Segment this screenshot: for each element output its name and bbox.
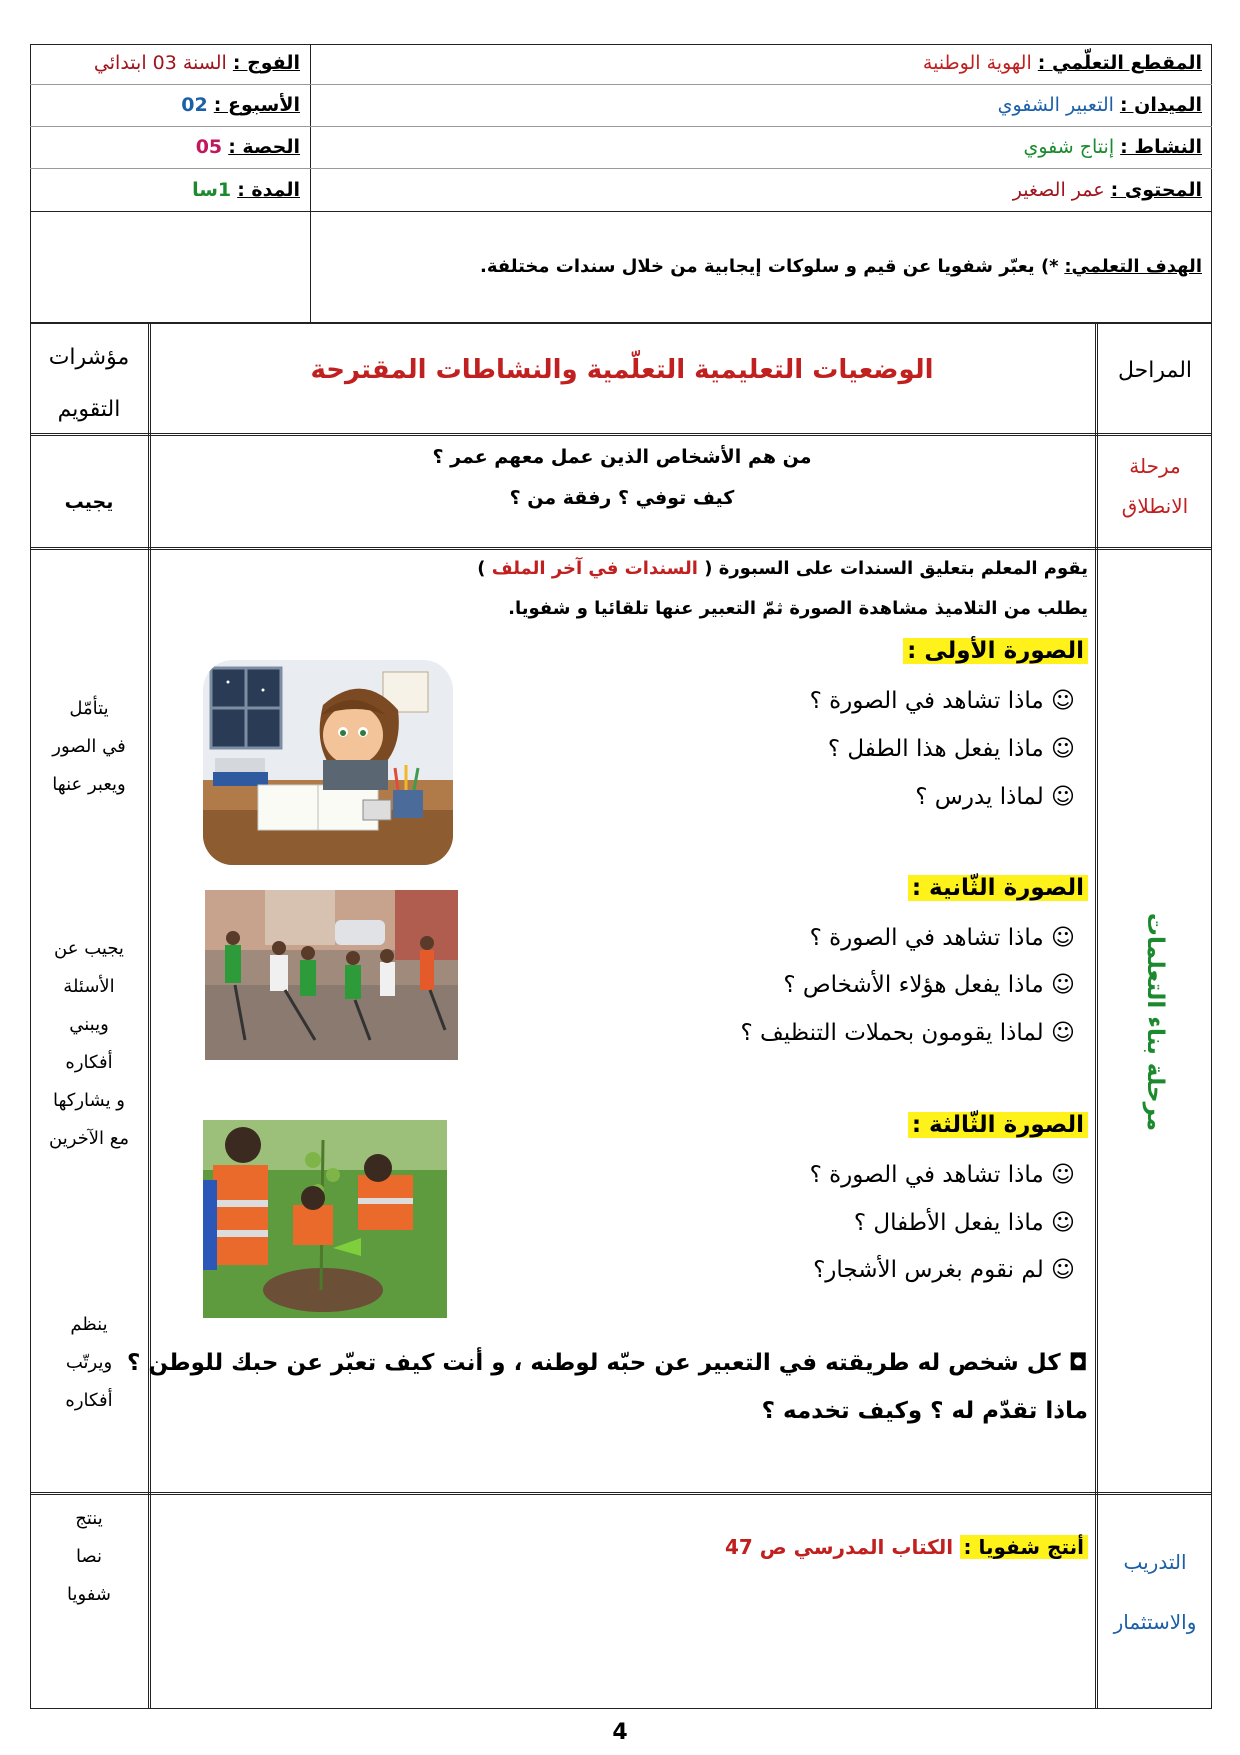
build-indicator-3 — [32, 1306, 146, 1420]
practice-stage — [1100, 1532, 1210, 1652]
pic2-q3-text: لماذا يقومون بحملات التنظيف ؟ — [740, 1020, 1044, 1046]
session-row — [196, 136, 300, 158]
smiley-icon: ☺ — [1051, 1020, 1075, 1046]
launch-indicator: يجيب — [64, 491, 114, 513]
build-intro1 — [477, 558, 1088, 579]
activity-label: النشاط : — [1120, 136, 1202, 158]
objective-row — [480, 256, 1202, 277]
domain-value: التعبير الشفوي — [997, 94, 1114, 116]
practice-text: الكتاب المدرسي ص 47 — [724, 1535, 954, 1559]
smiley-icon: ☺ — [1051, 972, 1075, 998]
final-q1 — [127, 1350, 1088, 1376]
pic1-title — [903, 638, 1088, 664]
build-indicator-2 — [32, 930, 146, 1158]
launch-stage-line2: الانطلاق — [1121, 494, 1189, 518]
launch-q1: من هم الأشخاص الذين عمل معهم عمر ؟ — [432, 446, 812, 468]
row-divider — [30, 433, 1212, 436]
segment-label: المقطع التعلّمي : — [1037, 52, 1202, 74]
indicator-line: شفويا — [67, 1584, 111, 1605]
indicator-line: ينظم — [70, 1314, 108, 1335]
build-intro2: يطلب من التلاميذ مشاهدة الصورة ثمّ التعبير عنها تلقائيا و شفويا. — [508, 598, 1088, 619]
smiley-icon: ☺ — [1051, 1257, 1075, 1283]
smiley-icon: ☺ — [1051, 784, 1075, 810]
pic3-q3-text: لم نقوم بغرس الأشجار؟ — [813, 1257, 1044, 1283]
smiley-icon: ☺ — [1051, 925, 1075, 951]
pic2-title — [908, 875, 1088, 901]
row-line — [30, 126, 1212, 127]
practice-stage-line2: والاستثمار — [1113, 1610, 1197, 1634]
pic2-q3 — [740, 1020, 1075, 1046]
content-value: عمر الصغير — [1012, 179, 1105, 201]
indicator-line: في الصور — [52, 736, 126, 757]
tree-planting-image — [203, 1120, 447, 1318]
indicator-line: أفكاره — [65, 1390, 113, 1411]
pic3-q2-text: ماذا يفعل الأطفال ؟ — [853, 1210, 1044, 1236]
row-line — [30, 168, 1212, 169]
smiley-icon: ☺ — [1051, 736, 1075, 762]
week-value: 02 — [181, 94, 208, 116]
group-value: السنة 03 ابتدائي — [93, 52, 227, 74]
bullet-icon: ◘ — [1068, 1350, 1088, 1376]
practice-stage-line1: التدريب — [1123, 1550, 1187, 1574]
smiley-icon: ☺ — [1051, 1210, 1075, 1236]
indicator-line: يجيب عن — [54, 938, 124, 959]
indicators-header-line2: التقويم — [57, 397, 121, 422]
final-q1-text: كل شخص له طريقته في التعبير عن حبّه لوطنه ، و أنت كيف تعبّر عن حبك للوطن ؟ — [126, 1350, 1061, 1376]
row-divider — [30, 1492, 1212, 1495]
final-q2: ماذا تقدّم له ؟ وكيف تخدمه ؟ — [761, 1398, 1088, 1424]
segment-value: الهوية الوطنية — [922, 52, 1032, 74]
pic2-q2 — [783, 972, 1075, 998]
duration-value: 1سا — [192, 179, 232, 201]
pic2-q2-text: ماذا يفعل هؤلاء الأشخاص ؟ — [783, 972, 1044, 998]
session-label: الحصة : — [228, 136, 300, 158]
pic1-q1-text: ماذا تشاهد في الصورة ؟ — [809, 688, 1044, 714]
pic1-q3 — [915, 784, 1075, 810]
smiley-icon: ☺ — [1051, 688, 1075, 714]
domain-row — [998, 94, 1202, 116]
practice-indicator — [32, 1500, 146, 1614]
indicator-line: ويبني — [69, 1014, 109, 1035]
stages-header: المراحل — [1117, 358, 1193, 383]
activity-row — [1024, 136, 1203, 158]
segment-row — [923, 52, 1202, 74]
studying-child-image — [203, 660, 453, 865]
row-divider — [30, 547, 1212, 550]
objective-text: *) يعبّر شفويا عن قيم و سلوكات إيجابية من خلال سندات مختلفة. — [480, 256, 1059, 277]
indicator-line: ينتج — [75, 1508, 103, 1529]
pic2-q1-text: ماذا تشاهد في الصورة ؟ — [809, 925, 1044, 951]
duration-label: المدة : — [237, 179, 300, 201]
group-row — [94, 52, 300, 74]
practice-task — [725, 1535, 1088, 1559]
pic1-title-text: الصورة الأولى : — [903, 638, 1088, 664]
pic2-title-text: الصورة الثّانية : — [908, 875, 1088, 901]
duration-row — [192, 179, 300, 201]
indicator-line: ويرتّب — [65, 1352, 113, 1373]
indicator-line: ويعبر عنها — [52, 774, 126, 795]
group-label: الفوج : — [232, 52, 300, 74]
build-intro1-c: ) — [477, 558, 486, 579]
pic2-q1 — [810, 925, 1075, 951]
pic3-q1-text: ماذا تشاهد في الصورة ؟ — [809, 1162, 1044, 1188]
page-number: 4 — [612, 1720, 628, 1745]
launch-stage-line1: مرحلة — [1129, 454, 1181, 478]
week-row — [181, 94, 300, 116]
activity-value: إنتاج شفوي — [1023, 136, 1115, 158]
pic1-q2-text: ماذا يفعل هذا الطفل ؟ — [827, 736, 1044, 762]
build-stage — [1100, 552, 1210, 1490]
indicator-line: نصا — [75, 1546, 103, 1567]
session-value: 05 — [195, 136, 223, 158]
build-indicator-1 — [32, 690, 146, 804]
col-divider — [1095, 323, 1098, 1709]
content-label: المحتوى : — [1110, 179, 1202, 201]
launch-q2: كيف توفي ؟ رفقة من ؟ — [509, 487, 735, 509]
smiley-icon: ☺ — [1051, 1162, 1075, 1188]
objective-label: الهدف التعلمي: — [1064, 256, 1202, 277]
pic1-q1 — [810, 688, 1075, 714]
indicator-line: الأسئلة — [63, 976, 115, 997]
indicators-header-line1: مؤشرات — [48, 345, 130, 370]
col-divider — [148, 323, 151, 1709]
week-label: الأسبوع : — [213, 94, 300, 116]
indicator-line: يتأمّل — [69, 698, 109, 719]
build-intro1-a: يقوم المعلم بتعليق السندات على السبورة ( — [704, 558, 1088, 579]
indicators-header — [32, 332, 146, 436]
pic3-title — [908, 1112, 1088, 1138]
pic3-q3 — [813, 1257, 1075, 1283]
row-line — [30, 84, 1212, 85]
pic1-q2 — [828, 736, 1075, 762]
launch-stage — [1100, 446, 1210, 526]
row-line — [30, 211, 1212, 212]
table-title: الوضعيات التعليمية التعلّمية والنشاطات المقترحة — [310, 355, 934, 385]
pic3-q2 — [854, 1210, 1075, 1236]
content-row — [1013, 179, 1202, 201]
indicator-line: مع الآخرين — [49, 1128, 129, 1149]
domain-label: الميدان : — [1119, 94, 1202, 116]
pic1-q3-text: لماذا يدرس ؟ — [915, 784, 1044, 810]
pic3-q1 — [810, 1162, 1075, 1188]
header-divider — [310, 44, 311, 323]
pic3-title-text: الصورة الثّالثة : — [908, 1112, 1088, 1138]
build-intro1-b: السندات في آخر الملف — [485, 558, 705, 579]
build-stage-label: مرحلة بناء التعلمات — [1142, 912, 1168, 1132]
indicator-line: و يشاركها — [52, 1090, 125, 1111]
street-cleaning-image — [205, 890, 458, 1060]
indicator-line: أفكاره — [65, 1052, 113, 1073]
practice-label: أنتج شفويا : — [960, 1535, 1089, 1559]
